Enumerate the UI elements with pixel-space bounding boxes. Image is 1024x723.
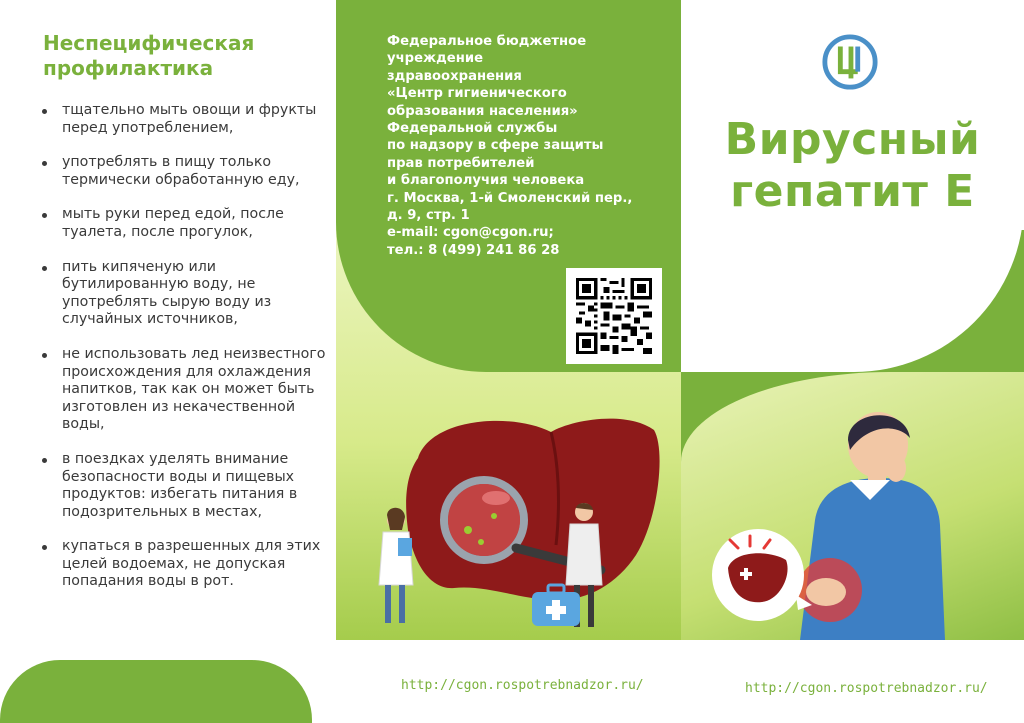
organization-info xyxy=(387,33,657,259)
list-item-text: в поездках уделять внимание безопасности воды и пищевых продуктов: избегать питания в подозрительных в местах, xyxy=(62,450,298,520)
org-phone[interactable]: тел.: 8 (499) 241 86 28 xyxy=(387,242,560,258)
list-item-text: тщательно мыть овощи и фрукты перед употреблением, xyxy=(62,102,317,136)
org-line: Федеральное бюджетное xyxy=(387,34,587,49)
bullet-icon xyxy=(42,353,47,358)
bullet-icon xyxy=(42,458,47,463)
org-line: по надзору в сфере защиты xyxy=(387,138,604,154)
list-item-text: мыть руки перед едой, после туалета, после прогулок, xyxy=(62,206,284,240)
org-email[interactable]: e-mail: cgon@cgon.ru; xyxy=(387,225,554,241)
qr-code-icon xyxy=(576,278,652,354)
liver-bubble xyxy=(712,529,812,621)
list-item xyxy=(38,206,328,241)
list-item-text: не использовать лед неизвестного происхождения для охлаждения напитков, так как он может быть изготовлен из некачественной воды, xyxy=(62,345,326,433)
org-line: и благополучия человека xyxy=(387,173,585,189)
bullet-icon xyxy=(42,266,47,271)
list-item xyxy=(38,346,328,434)
list-item xyxy=(38,451,328,521)
list-item xyxy=(38,102,328,137)
list-item xyxy=(38,259,328,329)
website-link[interactable]: http://cgon.rospotrebnadzor.ru/ xyxy=(401,678,644,693)
bullet-icon xyxy=(42,545,47,550)
cover-title-line2: гепатит Е xyxy=(730,166,975,217)
list-item-text: пить кипяченую или бутилированную воду, не употреблять сырую воду из случайных источников, xyxy=(62,258,272,328)
list-item-text: употреблять в пищу только термически обработанную еду, xyxy=(62,154,300,188)
prevention-panel xyxy=(0,0,336,723)
list-item-text: купаться в разрешенных для этих целей водоемах, не допуская попадания воды в рот. xyxy=(62,538,321,590)
prevention-list xyxy=(38,102,328,608)
list-item xyxy=(38,538,328,591)
decorative-green-shape xyxy=(0,660,312,723)
org-line: прав потребителей xyxy=(387,155,535,171)
website-link[interactable]: http://cgon.rospotrebnadzor.ru/ xyxy=(745,681,988,696)
bullet-icon xyxy=(42,213,47,218)
org-line: «Центр гигиенического xyxy=(387,86,567,102)
list-item xyxy=(38,154,328,189)
org-line: Федеральной службы xyxy=(387,121,558,137)
cover-title xyxy=(681,114,1024,218)
org-line: учреждение xyxy=(387,51,484,67)
org-address: г. Москва, 1-й Смоленский пер., xyxy=(387,190,633,206)
org-line: образования населения» xyxy=(387,103,578,119)
org-address: д. 9, стр. 1 xyxy=(387,208,470,224)
org-line: здравоохранения xyxy=(387,68,522,84)
cgon-logo-icon xyxy=(821,33,879,91)
qr-code[interactable] xyxy=(566,268,662,364)
cover-title-line1: Вирусный xyxy=(724,114,981,165)
liver-illustration xyxy=(336,380,681,640)
bullet-icon xyxy=(42,109,47,114)
patient-illustration xyxy=(700,400,1024,640)
prevention-title: Неспецифическая профилактика xyxy=(43,31,255,80)
bullet-icon xyxy=(42,161,47,166)
